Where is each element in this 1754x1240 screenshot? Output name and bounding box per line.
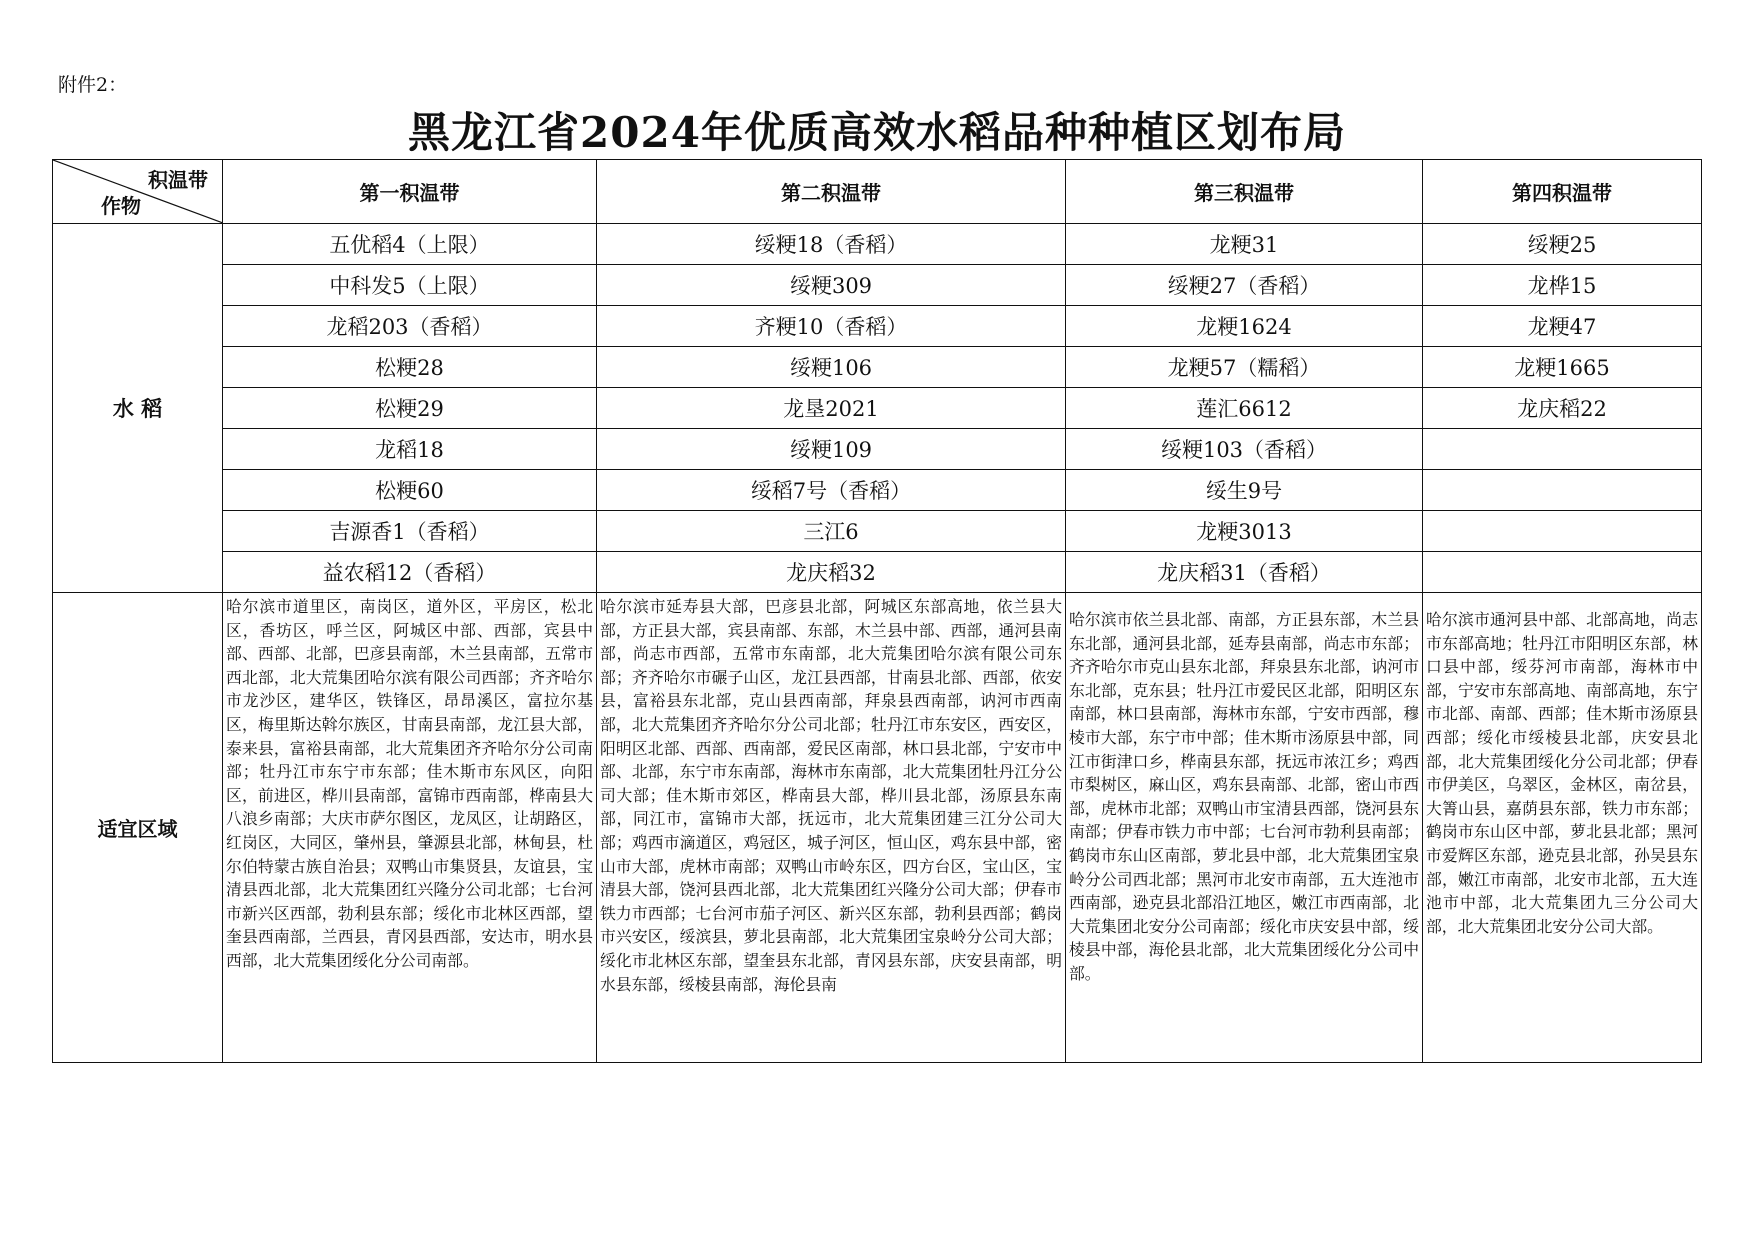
variety-cell: 龙粳31 (1066, 224, 1423, 265)
region-cell-zone2: 哈尔滨市延寿县大部，巴彦县北部，阿城区东部高地，依兰县大部，方正县大部，宾县南部、东部，木兰县中部、西部，通河县南部，尚志市西部，五常市东南部，北大荒集团哈尔滨有限公司东部；齐齐哈尔市碾子山区，龙江县西部，甘南县北部、西部，依安县，富裕县东北部，克山县西南部，拜泉县西南部，讷河市西南部，北大荒集团齐齐哈尔分公司北部；牡丹江市东安区，西安区，阳明区北部、西部、西南部，爱民区南部，林口县北部，宁安市中部、北部，东宁市东南部，海林市东南部，北大荒集团牡丹江分公司大部；佳木斯市郊区，桦南县大部，桦川县北部，汤原县东南部，同江市，富锦市大部，抚远市，北大荒集团建三江分公司大部；鸡西市滴道区，鸡冠区，城子河区，恒山区，鸡东县中部，密山市大部，虎林市南部；双鸭山市岭东区，四方台区，宝山区，宝清县大部，饶河县西北部，北大荒集团红兴隆分公司大部；伊春市铁力市西部；七台河市茄子河区、新兴区东部，勃利县西部；鹤岗市兴安区，绥滨县，萝北县南部，北大荒集团宝泉岭分公司大部；绥化市北林区东部，望奎县东北部，青冈县东部，庆安县南部，明水县东部，绥棱县南部，海伦县南 (597, 593, 1066, 1063)
variety-cell: 龙桦15 (1423, 265, 1702, 306)
variety-cell: 莲汇6612 (1066, 388, 1423, 429)
variety-cell: 龙粳47 (1423, 306, 1702, 347)
variety-cell: 龙庆稻22 (1423, 388, 1702, 429)
variety-cell: 绥生9号 (1066, 470, 1423, 511)
variety-row (53, 224, 1702, 265)
variety-cell (1423, 470, 1702, 511)
region-row (53, 593, 1702, 1063)
variety-cell: 松粳29 (223, 388, 597, 429)
variety-cell: 绥粳27（香稻） (1066, 265, 1423, 306)
variety-cell: 绥粳109 (597, 429, 1066, 470)
variety-row (53, 511, 1702, 552)
variety-row (53, 265, 1702, 306)
variety-cell: 绥粳18（香稻） (597, 224, 1066, 265)
variety-row (53, 429, 1702, 470)
variety-cell (1423, 552, 1702, 593)
variety-row (53, 347, 1702, 388)
variety-cell: 三江6 (597, 511, 1066, 552)
variety-cell: 龙粳57（糯稻） (1066, 347, 1423, 388)
variety-cell: 齐粳10（香稻） (597, 306, 1066, 347)
region-cell-zone1: 哈尔滨市道里区，南岗区，道外区，平房区，松北区，香坊区，呼兰区，阿城区中部、西部，宾县中部、西部、北部，巴彦县南部，木兰县南部，五常市西北部，北大荒集团哈尔滨有限公司西部；齐齐哈尔市龙沙区，建华区，铁锋区，昂昂溪区，富拉尔基区，梅里斯达斡尔族区，甘南县南部，龙江县大部，泰来县，富裕县南部，北大荒集团齐齐哈尔分公司南部；牡丹江市东宁市东部；佳木斯市东风区，向阳区，前进区，桦川县南部，富锦市西南部，桦南县大八浪乡南部；大庆市萨尔图区，龙凤区，让胡路区，红岗区，大同区，肇州县，肇源县北部，林甸县，杜尔伯特蒙古族自治县；双鸭山市集贤县，友谊县，宝清县西北部，北大荒集团红兴隆分公司北部；七台河市新兴区西部，勃利县东部；绥化市北林区西部，望奎县西南部，兰西县，青冈县西部，安达市，明水县西部，北大荒集团绥化分公司南部。 (223, 593, 597, 1063)
zone-header-3: 第三积温带 (1066, 160, 1423, 224)
variety-cell: 龙庆稻31（香稻） (1066, 552, 1423, 593)
variety-cell: 吉源香1（香稻） (223, 511, 597, 552)
variety-cell: 龙粳1665 (1423, 347, 1702, 388)
zone-header-4: 第四积温带 (1423, 160, 1702, 224)
rice-zoning-table (52, 159, 1702, 1063)
zone-header-1: 第一积温带 (223, 160, 597, 224)
variety-cell: 龙稻18 (223, 429, 597, 470)
header-row (53, 160, 1702, 224)
region-row-label: 适宜区域 (53, 593, 223, 1063)
rice-row-label: 水 稻 (53, 224, 223, 593)
variety-row (53, 306, 1702, 347)
variety-cell: 龙粳3013 (1066, 511, 1423, 552)
region-cell-zone3: 哈尔滨市依兰县北部、南部，方正县东部，木兰县东北部，通河县北部，延寿县南部，尚志市东部；齐齐哈尔市克山县东北部，拜泉县东北部，讷河市东北部，克东县；牡丹江市爱民区北部，阳明区东南部，林口县南部，海林市东部，宁安市西部，穆棱市大部，东宁市中部；佳木斯市汤原县中部，同江市街津口乡，桦南县东部，抚远市浓江乡；鸡西市梨树区，麻山区，鸡东县南部、北部，密山市西部，虎林市北部；双鸭山市宝清县西部，饶河县东南部；伊春市铁力市中部；七台河市勃利县南部；鹤岗市东山区南部，萝北县中部，北大荒集团宝泉岭分公司西北部；黑河市北安市南部，五大连池市西南部，逊克县北部沿江地区，嫩江市西南部，北大荒集团北安分公司南部；绥化市庆安县中部，绥棱县中部，海伦县北部，北大荒集团绥化分公司中部。 (1066, 593, 1423, 1063)
region-cell-zone4: 哈尔滨市通河县中部、北部高地，尚志市东部高地；牡丹江市阳明区东部，林口县中部，绥芬河市南部，海林市中部，宁安市东部高地、南部高地，东宁市北部、南部、西部；佳木斯市汤原县西部；绥化市绥棱县北部，庆安县北部，北大荒集团绥化分公司北部；伊春市伊美区，乌翠区，金林区，南岔县，大箐山县，嘉荫县东部，铁力市东部；鹤岗市东山区中部，萝北县北部；黑河市爱辉区东部，逊克县北部，孙吴县东部，嫩江市南部，北安市北部，五大连池市中部，北大荒集团九三分公司大部，北大荒集团北安分公司大部。 (1423, 593, 1702, 1063)
corner-label-crop: 作物 (101, 194, 141, 218)
corner-label-zone: 积温带 (148, 168, 208, 192)
variety-row (53, 470, 1702, 511)
variety-cell: 松粳28 (223, 347, 597, 388)
variety-cell (1423, 429, 1702, 470)
variety-cell: 绥稻7号（香稻） (597, 470, 1066, 511)
variety-cell (1423, 511, 1702, 552)
page-title: 黑龙江省2024年优质高效水稻品种种植区划布局 (408, 108, 1346, 157)
variety-cell: 绥粳106 (597, 347, 1066, 388)
variety-row (53, 388, 1702, 429)
zone-header-2: 第二积温带 (597, 160, 1066, 224)
variety-cell: 龙庆稻32 (597, 552, 1066, 593)
corner-header-cell (53, 160, 223, 224)
variety-cell: 绥粳309 (597, 265, 1066, 306)
variety-cell: 龙垦2021 (597, 388, 1066, 429)
variety-cell: 中科发5（上限） (223, 265, 597, 306)
variety-row (53, 552, 1702, 593)
attachment-label: 附件2： (58, 74, 128, 96)
variety-cell: 绥粳103（香稻） (1066, 429, 1423, 470)
variety-cell: 绥粳25 (1423, 224, 1702, 265)
variety-cell: 龙稻203（香稻） (223, 306, 597, 347)
variety-cell: 五优稻4（上限） (223, 224, 597, 265)
variety-cell: 龙粳1624 (1066, 306, 1423, 347)
variety-cell: 松粳60 (223, 470, 597, 511)
variety-cell: 益农稻12（香稻） (223, 552, 597, 593)
